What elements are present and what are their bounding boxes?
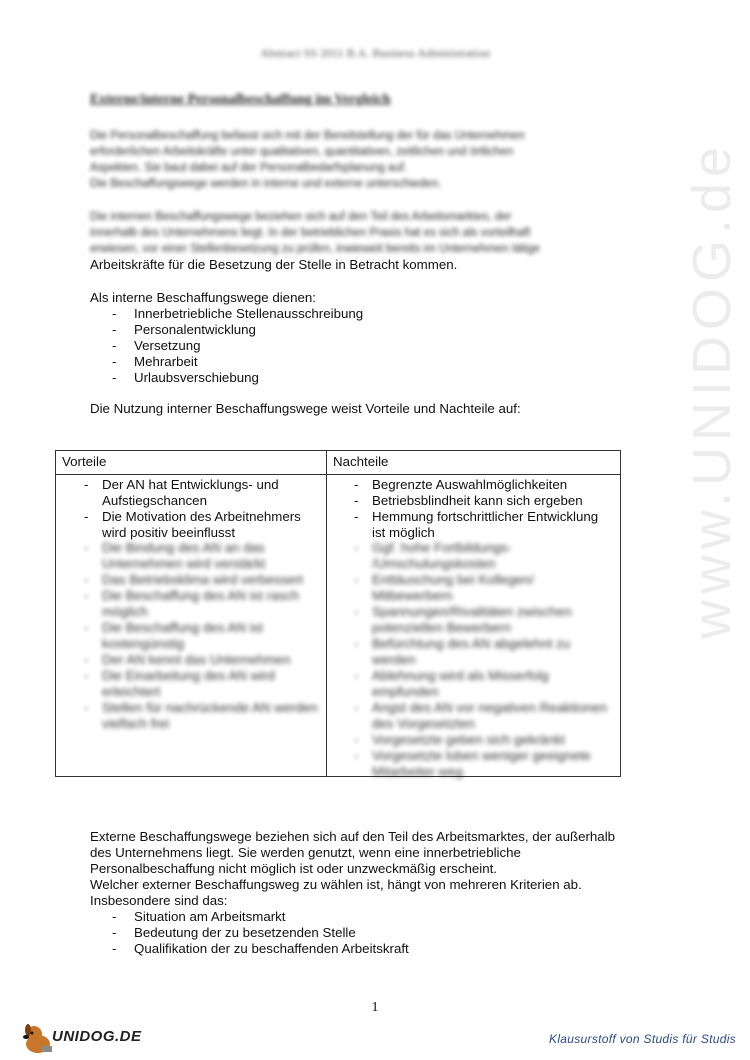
table-row: - Die Beschaffung des AN ist rasch möglich: [82, 588, 318, 620]
external-line: Personalbeschaffung nicht möglich ist oder unzweckmäßig erscheint.: [90, 861, 497, 876]
internal-paragraph: [90, 209, 630, 257]
table-row: - Vorgesetzte loben weniger geeignete Mitarbeiter weg: [352, 748, 614, 780]
pros-cons-table: [55, 450, 621, 777]
footer-tagline: Klausurstoff von Studis für Studis: [549, 1032, 736, 1046]
document-title: Externe/interne Personalbeschaffung im Vergleich: [90, 92, 391, 107]
table-row: - Angst des AN vor negativen Reaktionen des Vorgesetzten: [352, 700, 614, 732]
internal-line: erwiesen, vor einer Stellenbesetzung zu prüfen, inwieweit bereits im Unternehmen tätige: [90, 243, 541, 255]
intro-line: erforderlichen Arbeitskräfte unter qualitativen, quantitativen, zeitlichen und örtlichen: [90, 146, 514, 158]
criteria-list: [112, 909, 409, 957]
dog-logo-icon: [20, 1022, 56, 1056]
table-row: - Die Einarbeitung des AN wird erleichtert: [82, 668, 318, 700]
table-row: - Der AN hat Entwicklungs- und Aufstiegschancen: [82, 477, 318, 509]
list-item: - Bedeutung der zu besetzenden Stelle: [112, 925, 409, 941]
intro-paragraph: [90, 128, 630, 192]
external-line: Externe Beschaffungswege beziehen sich auf den Teil des Arbeitsmarktes, der außerhalb: [90, 829, 616, 844]
table-row: - Die Motivation des Arbeitnehmers wird positiv beeinflusst: [82, 509, 318, 541]
internal-line: innerhalb des Unternehmens liegt. In der betrieblichen Praxis hat es sich als vorteilhaft: [90, 227, 531, 239]
table-row: - Die Bindung des AN an das Unternehmen wird verstärkt: [82, 540, 318, 572]
table-row: - Spannungen/Rivalitäten zwischen potenziellen Bewerbern: [352, 604, 614, 636]
list-item: - Qualifikation der zu beschaffenden Arbeitskraft: [112, 941, 409, 957]
table-row: - Das Betriebsklima wird verbessert: [82, 572, 318, 588]
pros-list-blurred: [82, 540, 318, 732]
table-row: - Ablehnung wird als Misserfolg empfunden: [352, 668, 614, 700]
external-line: Welcher externer Beschaffungsweg zu wählen ist, hängt von mehreren Kriterien ab.: [90, 877, 582, 892]
internal-last-line: Arbeitskräfte für die Besetzung der Stelle in Betracht kommen.: [90, 257, 458, 272]
page-number: 1: [371, 1000, 379, 1015]
table-divider: [326, 451, 327, 776]
external-line: Insbesondere sind das:: [90, 893, 228, 908]
table-row: - Ggf. hohe Fortbildungs- /Umschulungskosten: [352, 540, 614, 572]
table-row: - Die Beschaffung des AN ist kostengünstig: [82, 620, 318, 652]
list-item: - Versetzung: [112, 338, 363, 354]
table-row: - Hemmung fortschrittlicher Entwicklung ist möglich: [352, 509, 614, 541]
table-header-pros: Vorteile: [62, 454, 107, 469]
internal-ways-intro: Als interne Beschaffungswege dienen:: [90, 290, 316, 305]
table-row: - Vorgesetzte geben sich gekränkt: [352, 732, 614, 748]
cons-list: [352, 477, 614, 549]
page-header: Abstract SS 2011 B.A. Business Administration: [260, 46, 490, 60]
watermark: www.UNIDOG.de: [682, 140, 742, 640]
list-item: - Urlaubsverschiebung: [112, 370, 363, 386]
pros-list: [82, 477, 318, 549]
list-item: - Situation am Arbeitsmarkt: [112, 909, 409, 925]
intro-line: Die Personalbeschaffung befasst sich mit der Bereitstellung der für das Unternehmen: [90, 130, 525, 142]
list-item: - Personalentwicklung: [112, 322, 363, 338]
intro-line: Die Beschaffungswege werden in interne und externe unterschieden.: [90, 178, 442, 190]
table-header-cons: Nachteile: [333, 454, 389, 469]
cons-list-blurred: [352, 540, 614, 780]
table-header-row: [56, 451, 620, 475]
table-row: - Der AN kennt das Unternehmen: [82, 652, 318, 668]
footer-logo: UNIDOG.DE: [52, 1028, 142, 1045]
list-item: - Mehrarbeit: [112, 354, 363, 370]
list-item: - Innerbetriebliche Stellenausschreibung: [112, 306, 363, 322]
table-row: - Befürchtung des AN abgelehnt zu werden: [352, 636, 614, 668]
intro-line: Aspekten. Sie baut dabei auf der Personalbedarfsplanung auf.: [90, 162, 408, 174]
table-row: - Enttäuschung bei Kollegen/ Mitbewerbern: [352, 572, 614, 604]
internal-ways-list: [112, 306, 363, 386]
usage-text: Die Nutzung interner Beschaffungswege weist Vorteile und Nachteile auf:: [90, 401, 521, 416]
table-row: - Stellen für nachrückende AN werden vielfach frei: [82, 700, 318, 732]
internal-line: Die internen Beschaffungswege beziehen sich auf den Teil des Arbeitsmarktes, der: [90, 211, 512, 223]
external-line: des Unternehmens liegt. Sie werden genutzt, wenn eine innerbetriebliche: [90, 845, 521, 860]
table-row: - Betriebsblindheit kann sich ergeben: [352, 493, 614, 509]
table-row: - Begrenzte Auswahlmöglichkeiten: [352, 477, 614, 493]
